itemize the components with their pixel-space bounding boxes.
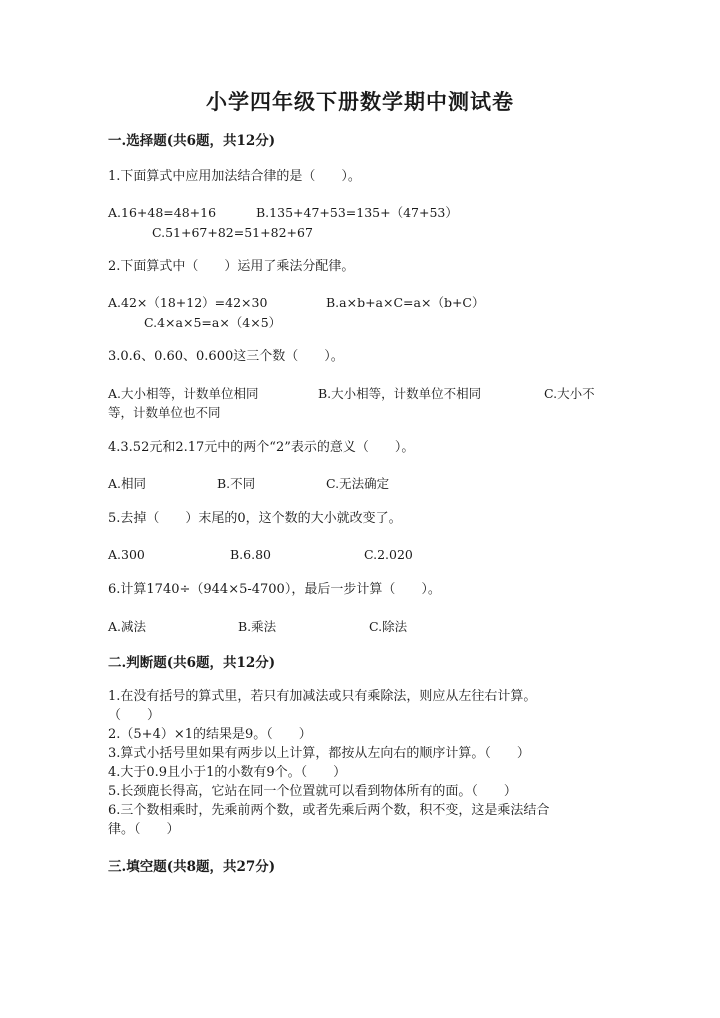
- q3-option-c: C.大小不: [544, 386, 595, 401]
- question-1: 1.下面算式中应用加法结合律的是（ ）。: [108, 169, 361, 184]
- q6-option-c: C.除法: [369, 619, 408, 634]
- judgement-2: 2.（5+4）×1的结果是9。（ ）: [108, 727, 312, 742]
- question-3: 3.0.6、0.60、0.600这三个数（ ）。: [108, 349, 344, 364]
- q5-option-c: C.2.020: [364, 547, 413, 562]
- q3-option-a: A.大小相等，计数单位相同: [108, 386, 259, 401]
- q4-option-c: C.无法确定: [326, 476, 390, 491]
- judgement-6-continued: 律。（ ）: [108, 822, 180, 837]
- judgement-3: 3.算式小括号里如果有两步以上计算，都按从左向右的顺序计算。（ ）: [108, 746, 530, 761]
- q4-option-a: A.相同: [108, 476, 147, 491]
- judgement-4: 4.大于0.9且小于1的小数有9个。（ ）: [108, 765, 347, 780]
- q3-option-b: B.大小相等，计数单位不相同: [318, 386, 482, 401]
- question-5: 5.去掉（ ）末尾的0，这个数的大小就改变了。: [108, 511, 402, 526]
- q2-option-b: B.a×b+a×C=a×（b+C）: [326, 295, 485, 310]
- section-heading-judgement: 二.判断题(共6题，共12分): [108, 655, 276, 671]
- q1-option-a: A.16+48=48+16: [108, 205, 217, 220]
- judgement-5: 5.长颈鹿长得高，它站在同一个位置就可以看到物体所有的面。（ ）: [108, 784, 517, 799]
- page-title: 小学四年级下册数学期中测试卷: [206, 89, 514, 114]
- q3-option-c-continued: 等，计数单位也不同: [108, 405, 221, 420]
- judgement-1-blank: （ ）: [108, 708, 161, 723]
- q6-option-b: B.乘法: [238, 619, 277, 634]
- q1-option-c: C.51+67+82=51+82+67: [152, 225, 313, 240]
- question-6: 6.计算1740÷（944×5-4700），最后一步计算（ ）。: [108, 582, 441, 597]
- q2-option-a: A.42×（18+12）=42×30: [108, 295, 268, 310]
- q5-option-b: B.6.80: [230, 547, 271, 562]
- section-heading-fill-blank: 三.填空题(共8题，共27分): [108, 859, 276, 875]
- q1-option-b: B.135+47+53=135+（47+53）: [256, 205, 458, 220]
- section-heading-choice: 一.选择题(共6题，共12分): [108, 133, 276, 149]
- q6-option-a: A.减法: [108, 619, 147, 634]
- q4-option-b: B.不同: [217, 476, 256, 491]
- question-2: 2.下面算式中（ ）运用了乘法分配律。: [108, 259, 355, 274]
- question-4: 4.3.52元和2.17元中的两个“2”表示的意义（ ）。: [108, 440, 415, 455]
- judgement-6: 6.三个数相乘时，先乘前两个数，或者先乘后两个数，积不变，这是乘法结合: [108, 803, 550, 818]
- q5-option-a: A.300: [108, 547, 145, 562]
- judgement-1: 1.在没有括号的算式里，若只有加减法或只有乘除法，则应从左往右计算。: [108, 689, 537, 704]
- q2-option-c: C.4×a×5=a×（4×5）: [144, 315, 282, 330]
